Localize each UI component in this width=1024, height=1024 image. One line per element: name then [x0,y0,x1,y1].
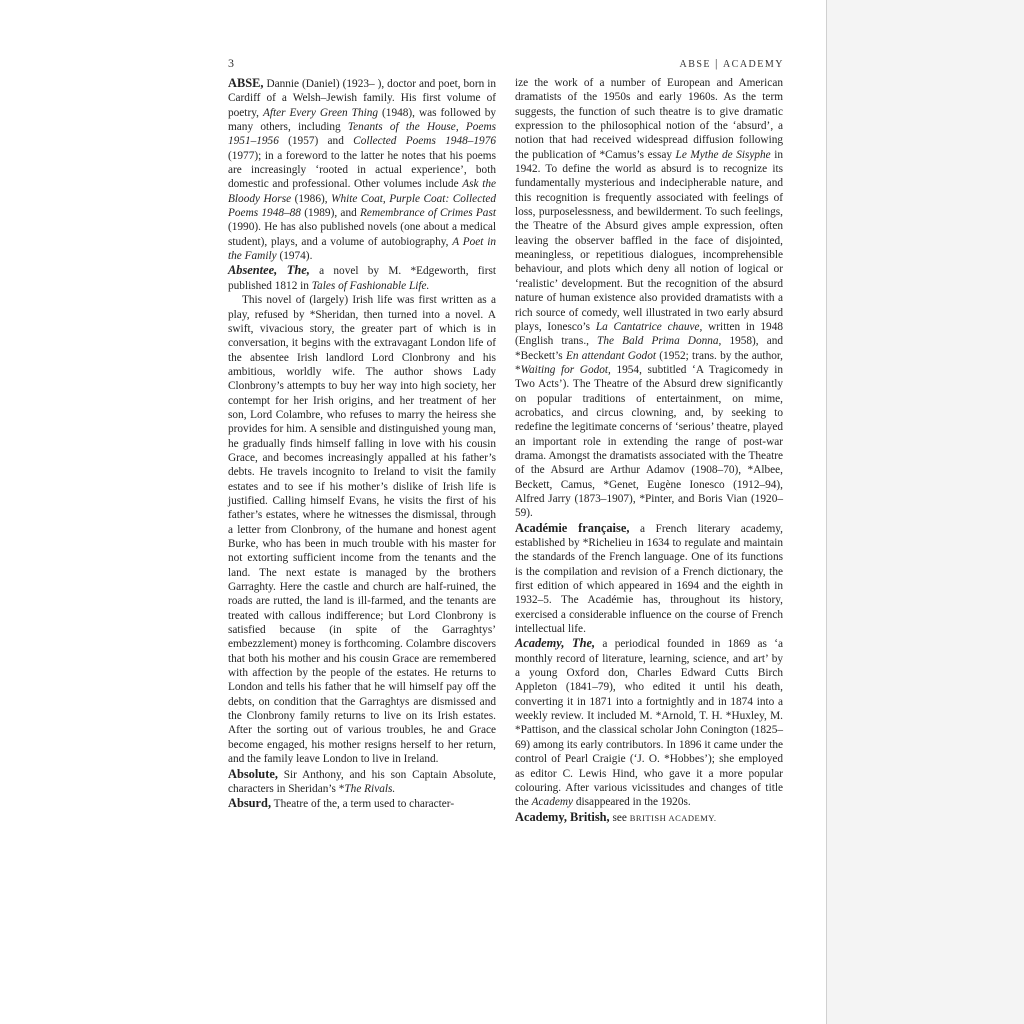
entry-text: a periodical founded in 1869 as ‘a monthly record of literature, learning, science, and art’ by a young Oxford don, Charles Edward Cutts Birch Appleton (1841–79), who edited it until his death, converting it in 1871 into a fortnightly and in 1874 into a weekly review. It included M. *Arnold, T. H. *Huxley, M. *Pattison, and the classical scholar John Conington (1825–69) among its early contributors. In 1896 it came under the control of Pearl Craigie (‘J. O. *Hobbes’); she employed as editor C. Lewis Hind, who gave it a more popular colouring. After various vicissitudes and changes of title the [515,638,783,809]
title-italic: Tales of Fashionable Life. [311,279,430,292]
running-head-left: ABSE [679,59,712,70]
headword: Absurd, [228,796,272,811]
entry-absurd-start [228,796,496,811]
title-italic: Tenants of the House, Poems 1951–1956 [228,121,496,148]
title-italic: After Every Green Thing [262,106,379,119]
cross-reference: BRITISH ACADEMY. [629,812,717,823]
page-number: 3 [228,56,234,70]
headword: Académie française, [515,520,630,535]
title-italic: En attendant Godot [565,349,656,362]
entry-text: (1952; trans. by the author, * [515,349,783,376]
title-italic: Remembrance of Crimes Past [360,207,496,220]
entry-text: (1974). [276,250,313,263]
entry-abse [228,76,496,263]
entry-absentee [228,263,496,293]
entry-text: written in 1948 (English trans., [515,320,783,348]
facing-page-edge [826,0,1024,1024]
entry-text: Sir Anthony, and his son Captain Absolute, characters in Sheridan’s * [228,768,496,795]
entry-text: 1958), and *Beckett’s [515,335,784,362]
right-column [515,76,783,825]
entry-text: Dannie (Daniel) (1923– ), doctor and poet, born in Cardiff of a Welsh–Jewish family. His first volume of poetry, [228,78,496,119]
running-head-right: ACADEMY [722,59,784,70]
entry-text: disappeared in the 1920s. [573,796,691,809]
entry-text: a French literary academy, established by *Richelieu in 1634 to regulate and maintain the standards of the French language. One of its functions is the compilation and revision of a French dictionary, the first edition of which appeared in 1694 and the eighth in 1932–5. The Académie has, throughout its history, exercised a considerable influence on the course of French intellectual life. [515,522,784,636]
title-italic: The Bald Prima Donna, [597,335,722,348]
title-italic: Academy [531,796,574,809]
entry-text: (1990). He has also published novels (one about a medical student), plays, and a volume of autobiography, [228,221,496,248]
entry-absentee-body: This novel of (largely) Irish life was first written as a play, refused by *Sheridan, then turned into a novel. A swift, vivacious story, the greater part of which is in conversation, it begins with the extravagant London life of the absentee Irish landlord Lord Clonbrony and his ambitious, worldly wife. The author shows Lady Clonbrony’s attempts to buy her way into high society, her contempt for her Irish origins, and her treatment of her son, Lord Colambre, who refuses to marry the heiress she provides for him. A sensible and distinguished young man, he gradually finds himself falling in love with his cousin Grace, and becomes increasingly appalled at his father’s debts. He travels incognito to Ireland to visit the family estates and to see if his mother’s dislike of Irish life is justified. Calling himself Evans, he visits the first of his father’s estates, where he witnesses the dismissal, through a letter from Clonbrony, of the humane and honest agent Burke, who has been in much trouble with his master for not extorting sufficient income from the tenants and the land. The next estate is managed by the brothers Garraghty. Here the castle and church are half-ruined, the roads are rutted, the land is ill-farmed, and the tenants are treated with callous indifference; but Lord Clonbrony is satisfied because (in spite of the Garraghtys’ embezzlement) money is forthcoming. Colambre discovers that both his mother and his cousin Grace are remembered with affection by the people of the estates. He returns to London and tells his father that he will himself pay off the debts, on condition that the Garraghtys are dismissed and the Clonbrony family returns to live on its Irish estates. After the sorting out of various troubles, he and Grace become engaged, his mother resigns herself to her return, and the family leave London to live in Ireland. [228,294,496,766]
entry-text: (1986), [291,192,332,205]
entry-text: Theatre of the, a term used to character- [271,798,455,811]
entry-academy [515,636,783,809]
entry-text: a novel by M. *Edgeworth, first published 1812 in [228,265,496,292]
title-italic: White Coat, Purple Coat: Collected Poems 1948–88 [228,192,497,220]
entry-absurd-continued [515,76,783,521]
headword: Absentee, The, [228,263,310,278]
entry-text: in 1942. To define the world as absurd is to recognize its fundamentally mysterious and indecipherable nature, and this recognition is frequently associated with feelings of loss, purposelessness, and bewilderment. To such feelings, the Theatre of the Absurd gives ample expression, often leaving the observer baffled in the face of disjointed, meaningless, or repetitious dialogues, incomprehensible behaviour, and plots which deny all notion of logical or ‘realistic’ development. But the recognition of the absurd nature of human existence also provided dramatists with a rich source of comedy, well illustrated in two early absurd plays, Ionesco’s [515,148,783,333]
headword: Academy, British, [515,809,610,824]
entry-text: 1954, subtitled ‘A Tragicomedy in Two Acts’). The Theatre of the Absurd drew significantly on popular traditions of entertainment, on mime, acrobatics, and circus clowning, and, by seeking to redefine the legitimate concerns of ‘serious’ theatre, played an important role in extending the range of post-war drama. Amongst the dramatists associated with the Theatre of the Absurd are Arthur Adamov (1908–70), *Albee, Beckett, Camus, *Genet, Eugène Ionesco (1912–94), Alfred Jarry (1873–1907), *Pinter, and Boris Vian (1920–59). [515,363,783,520]
entry-text: (1948), was followed by many others, including [228,106,496,134]
running-head-separator: | [715,56,719,70]
headword: Academy, The, [515,636,596,651]
title-italic: The Rivals. [344,782,396,795]
title-italic: La Cantatrice chauve, [595,320,703,333]
entry-absolute [228,767,496,797]
entry-text: (1957) and [278,135,354,148]
headword: Absolute, [228,766,278,781]
running-head [679,56,784,71]
headword: ABSE, [228,76,264,90]
title-italic: Collected Poems 1948–1976 [353,135,496,148]
entry-text: (1989), and [300,207,361,220]
entry-academie-francaise [515,521,783,637]
entry-text: see [609,811,630,824]
title-italic: A Poet in the Family [228,235,496,263]
entry-academy-british [515,810,783,825]
title-italic: Waiting for Godot, [520,363,611,376]
left-column [228,76,496,812]
title-italic: Le Mythe de Sisyphe [675,148,771,161]
entry-text: ize the work of a number of European and American dramatists of the 1950s and early 1960s. As the term suggests, the function of such theatre is to give dramatic expression to the philosophical notion of the ‘absurd’, a notion that had received widespread diffusion following the publication of *Camus’s essay [515,77,783,161]
entry-text: (1977); in a foreword to the latter he notes that his poems are increasingly ‘rooted in actual experience’, both domestic and professional. Other volumes include [228,149,496,191]
title-italic: Ask the Bloody Horse [228,178,497,205]
